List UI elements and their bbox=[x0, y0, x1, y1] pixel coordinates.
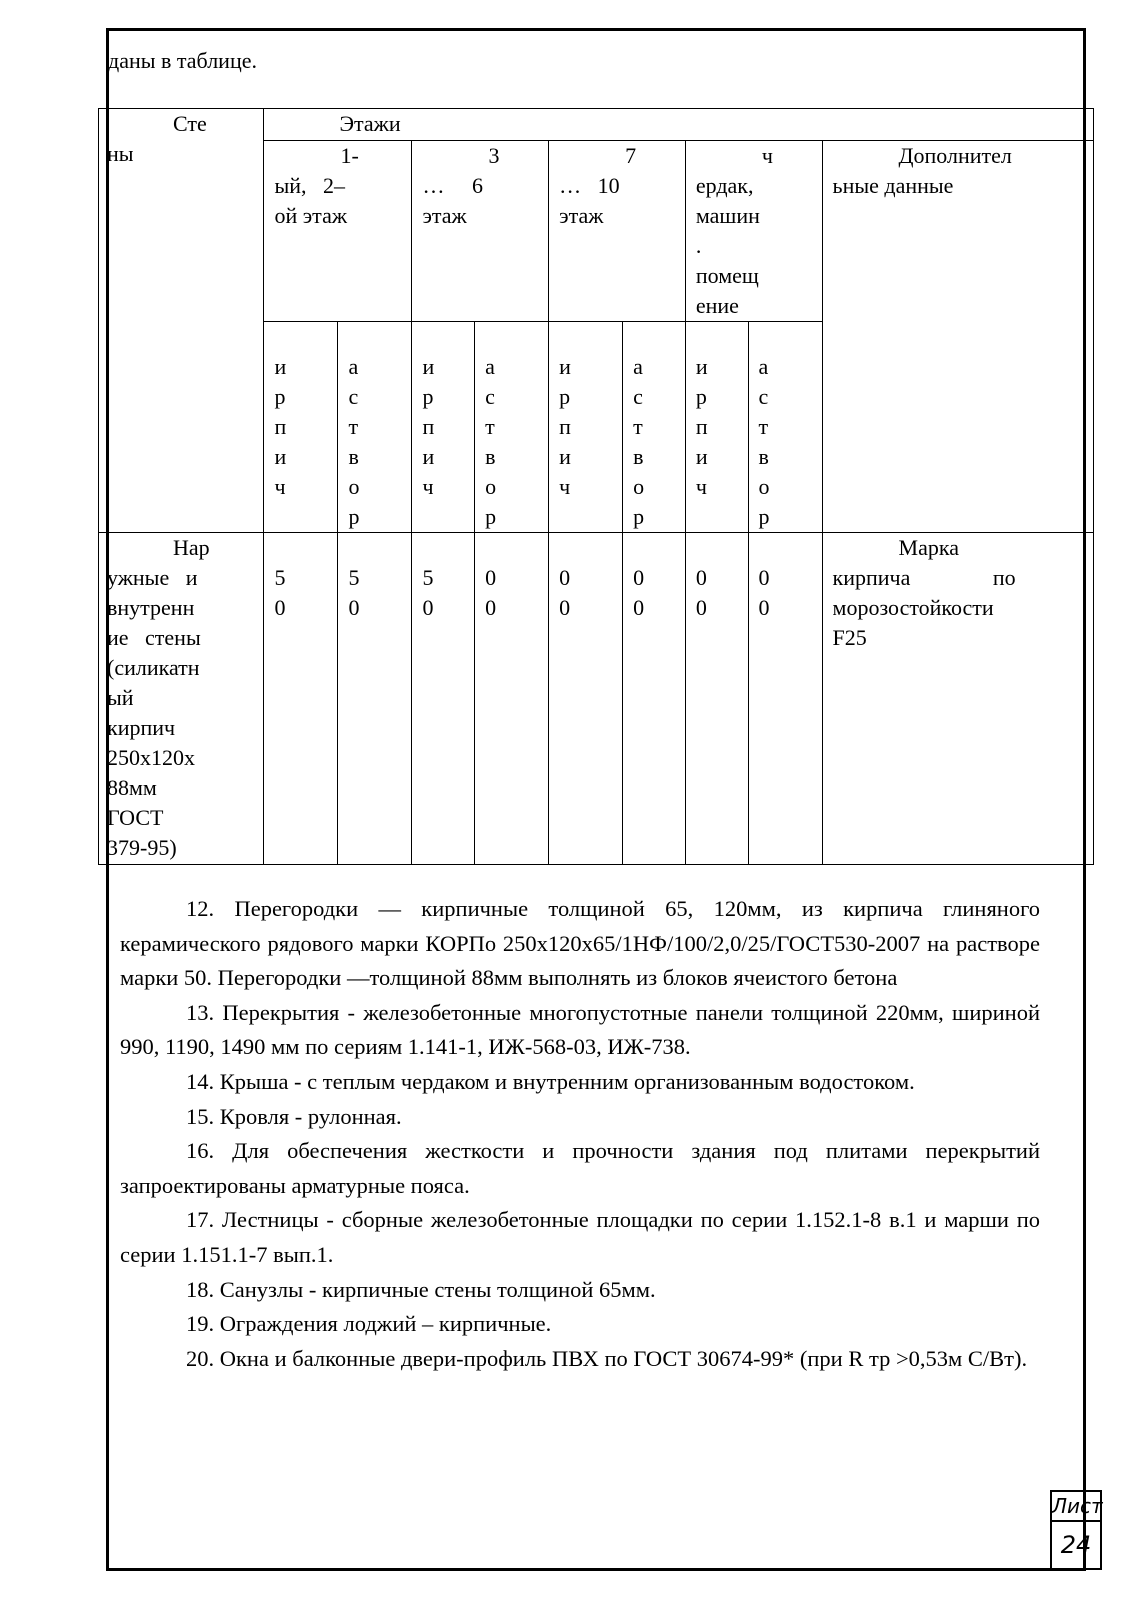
group-7-10-header: 7 … 10 этаж bbox=[549, 141, 686, 322]
value-cell: 0 0 bbox=[475, 533, 549, 865]
group-attic-header: ч ердак, машин . помещ ение bbox=[685, 141, 822, 322]
paragraph-18: 18. Санузлы - кирпичные стены толщиной 65мм. bbox=[186, 1276, 656, 1302]
paragraph-15: 15. Кровля - рулонная. bbox=[186, 1103, 402, 1129]
materials-table bbox=[98, 108, 1094, 865]
sheet-label: Лист bbox=[1050, 1490, 1102, 1522]
paragraph-12: 12. Перегородки — кирпичные толщиной 65, 120мм, из кирпича глиняного керамического рядового марки КОРПо 250х120х65/1НФ/100/2,0/25/ГОСТ530-2007 на растворе марки 50. Перегородки —толщиной 88мм выполнять из блоков ячеистого бетона bbox=[120, 896, 1040, 991]
group-1-2-header: 1- ый, 2– ой этаж bbox=[264, 141, 412, 322]
walls-header-1: Сте bbox=[173, 111, 207, 136]
value-cell: 0 0 bbox=[623, 533, 686, 865]
paragraph-19: 19. Ограждения лоджий – кирпичные. bbox=[186, 1311, 552, 1337]
value-cell: 0 0 bbox=[685, 533, 748, 865]
value-cell: 0 0 bbox=[549, 533, 623, 865]
specification-text bbox=[120, 892, 1040, 1376]
paragraph-14: 14. Крыша - с теплым чердаком и внутренним организованным водостоком. bbox=[186, 1068, 915, 1094]
paragraph-16: 16. Для обеспечения жесткости и прочности здания под плитами перекрытий запроектированы арматурные пояса. bbox=[120, 1138, 1040, 1198]
value-cell: 5 0 bbox=[412, 533, 475, 865]
walls-header-cell bbox=[99, 109, 264, 533]
sub-header-kirpich: и р п и ч bbox=[685, 322, 748, 533]
sub-header-rastvor: а с т в о р bbox=[475, 322, 549, 533]
value-cell: 5 0 bbox=[338, 533, 412, 865]
intro-text: даны в таблице. bbox=[108, 48, 257, 73]
paragraph-17: 17. Лестницы - сборные железобетонные площадки по серии 1.152.1-8 в.1 и марши по серии 1.151.1-7 вып.1. bbox=[120, 1207, 1040, 1267]
sub-header-rastvor: а с т в о р bbox=[338, 322, 412, 533]
sub-header-rastvor: а с т в о р bbox=[623, 322, 686, 533]
extra-header: Дополнител ьные данные bbox=[822, 141, 1093, 533]
value-cell: 0 0 bbox=[748, 533, 822, 865]
walls-header-2: ны bbox=[107, 141, 134, 166]
floors-header: Этажи bbox=[264, 109, 1094, 141]
sub-header-kirpich: и р п и ч bbox=[549, 322, 623, 533]
extra-data-cell: Марка кирпича по морозостойкости F25 bbox=[822, 533, 1093, 865]
group-3-6-header: 3 … 6 этаж bbox=[412, 141, 549, 322]
sheet-number: 24 bbox=[1050, 1520, 1102, 1570]
paragraph-20: 20. Окна и балконные двери-профиль ПВХ по ГОСТ 30674-99* (при R тр >0,53м С/Вт). bbox=[186, 1345, 1028, 1371]
sub-header-kirpich: и р п и ч bbox=[412, 322, 475, 533]
sub-header-rastvor: а с т в о р bbox=[748, 322, 822, 533]
wall-description-cell: Нар ужные и внутренн ие стены (силикатн ый кирпич 250х120х 88мм ГОСТ 379-95) bbox=[99, 533, 264, 865]
sheet-stamp bbox=[1050, 1490, 1102, 1570]
paragraph-13: 13. Перекрытия - железобетонные многопустотные панели толщиной 220мм, шириной 990, 1190, 1490 мм по сериям 1.141-1, ИЖ-568-03, ИЖ-738. bbox=[120, 999, 1040, 1060]
sub-header-kirpich: и р п и ч bbox=[264, 322, 338, 533]
value-cell: 5 0 bbox=[264, 533, 338, 865]
